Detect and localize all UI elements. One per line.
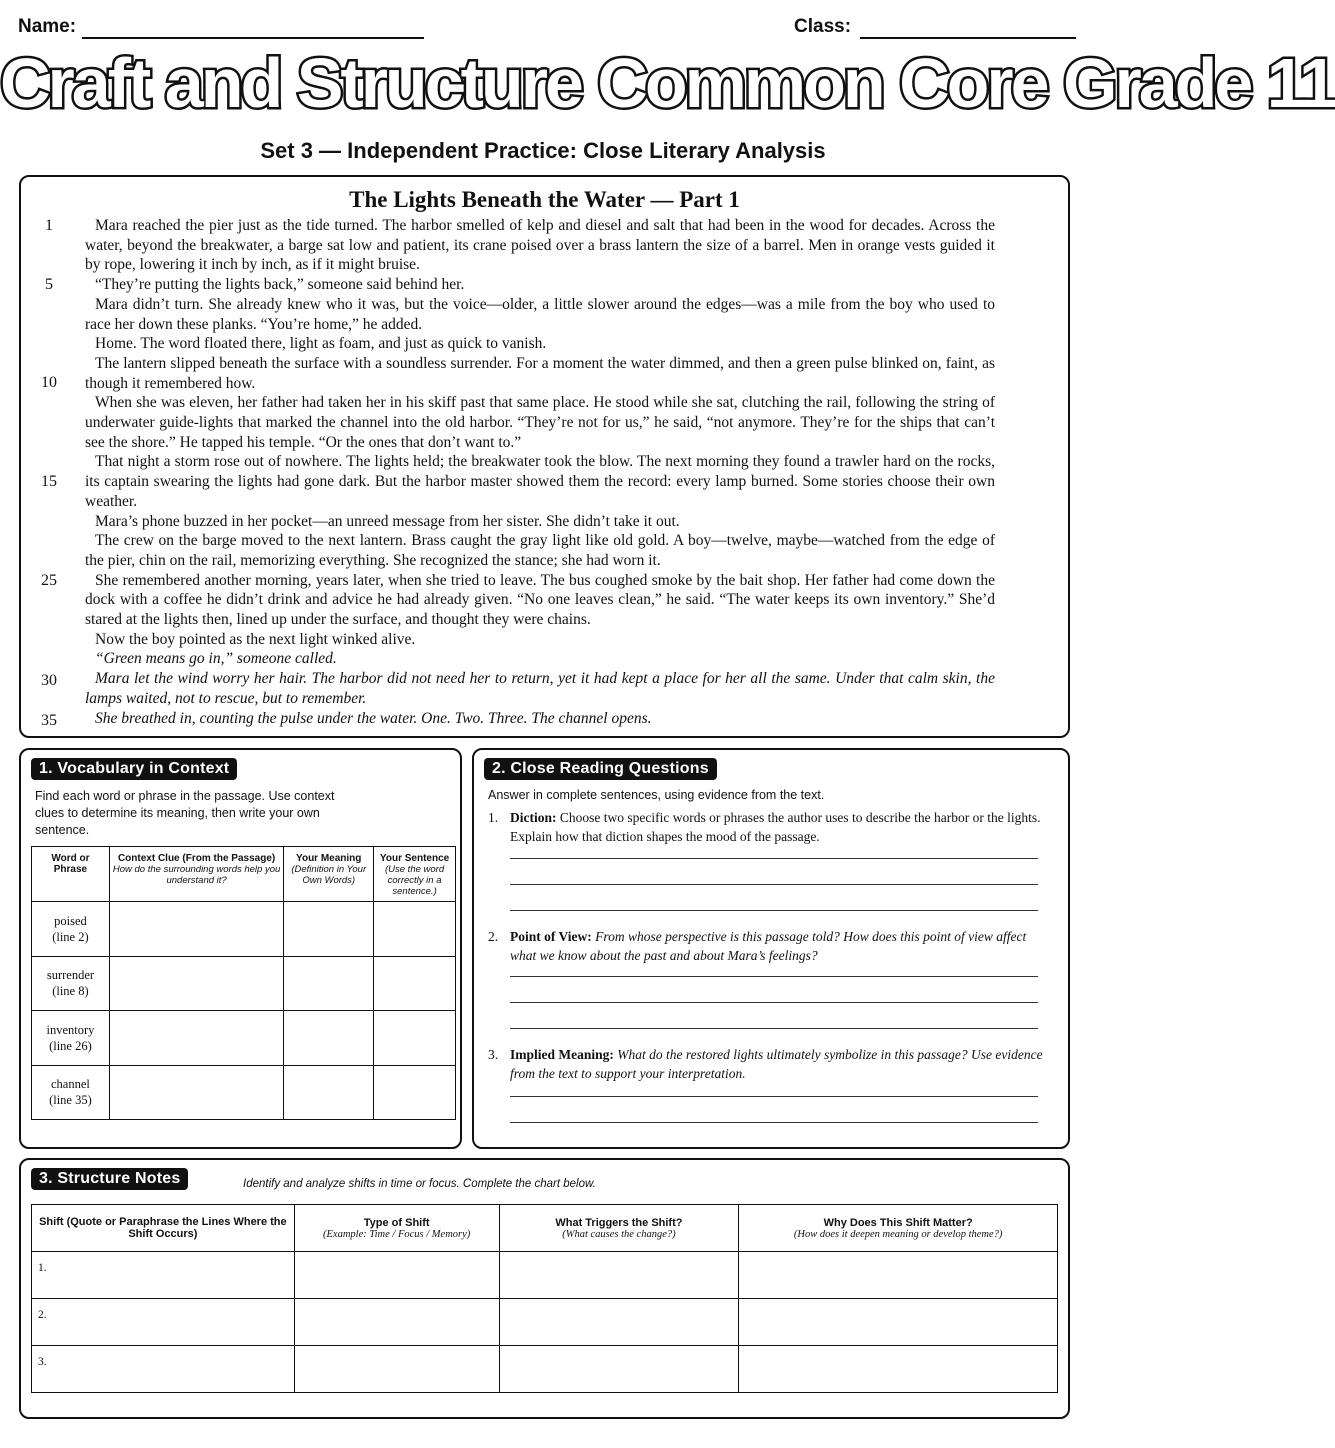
- passage-paragraph: Home. The word floated there, light as foam, and just as quick to vanish.: [95, 335, 547, 353]
- section-title: Vocabulary in Context: [57, 760, 230, 777]
- table-row: [32, 1346, 1058, 1393]
- structure-col-type: Type of Shift (Example: Time / Focus / Memory): [294, 1205, 499, 1252]
- vocab-word-cell: inventory (line 26): [32, 1011, 110, 1066]
- vocabulary-instructions: Find each word or phrase in the passage. Use context clues to determine its meaning, then write your own sentence.: [35, 789, 335, 837]
- name-label: Name:: [18, 16, 77, 37]
- name-field[interactable]: [82, 37, 424, 39]
- answer-line[interactable]: [510, 1028, 1038, 1029]
- sentence-cell[interactable]: [374, 902, 456, 957]
- why-cell[interactable]: [739, 1252, 1058, 1299]
- answer-line[interactable]: [510, 976, 1038, 977]
- why-cell[interactable]: [739, 1346, 1058, 1393]
- vocab-word-cell: poised (line 2): [32, 902, 110, 957]
- close-reading-section: [472, 748, 1070, 1149]
- type-cell[interactable]: [294, 1252, 499, 1299]
- answer-line[interactable]: [510, 910, 1038, 911]
- answer-line[interactable]: [510, 884, 1038, 885]
- passage-paragraph: She breathed in, counting the pulse under the water. One. Two. Three. The channel opens.: [95, 709, 652, 727]
- line-number: 30: [41, 672, 57, 689]
- meaning-cell[interactable]: [284, 902, 374, 957]
- close-reading-heading: [484, 758, 717, 780]
- structure-instructions: Identify and analyze shifts in time or focus. Complete the chart below.: [243, 1178, 596, 1190]
- shift-cell[interactable]: 3.: [32, 1346, 295, 1393]
- sentence-cell[interactable]: [374, 1011, 456, 1066]
- name-class-row: [18, 16, 1078, 42]
- line-number: 35: [41, 712, 57, 729]
- sentence-cell[interactable]: [374, 1065, 456, 1120]
- passage-paragraph: The lantern slipped beneath the surface with a soundless surrender. For a moment the water dimmed, and then a green pulse blinked on, faint, as though it remembered how.: [85, 354, 995, 392]
- meaning-cell[interactable]: [284, 956, 374, 1011]
- sentence-cell[interactable]: [374, 956, 456, 1011]
- question-point-of-view: 2. Point of View: From whose perspective is this passage told? How does this point of view affect what we know about the past and about Mara’s feelings?: [488, 929, 1027, 963]
- passage-paragraph: Mara’s phone buzzed in her pocket—an unreed message from her sister. She didn’t take it out.: [95, 512, 680, 530]
- section-number: 1.: [39, 760, 53, 777]
- page-subtitle: Set 3 — Independent Practice: Close Literary Analysis: [260, 138, 826, 163]
- structure-col-shift: Shift (Quote or Paraphrase the Lines Where the Shift Occurs): [32, 1205, 295, 1252]
- passage-paragraph: “They’re putting the lights back,” someone said behind her.: [95, 276, 465, 294]
- line-number: 15: [41, 473, 57, 490]
- question-diction: 1. Diction: Choose two specific words or phrases the author uses to describe the harbor or the lights. Explain how that diction shapes the mood of the passage.: [488, 810, 1041, 844]
- table-row: [32, 902, 456, 957]
- type-cell[interactable]: [294, 1299, 499, 1346]
- meaning-cell[interactable]: [284, 1011, 374, 1066]
- shift-cell[interactable]: 1.: [32, 1252, 295, 1299]
- type-cell[interactable]: [294, 1346, 499, 1393]
- passage-paragraph: That night a storm rose out of nowhere. The lights held; the breakwater took the blow. The next morning they found a trawler hard on the rocks, its captain swearing the lights had gone dark. But the harbor master showed them the record: every lamp burned. Some stories choose their own weather.: [85, 453, 995, 510]
- passage-paragraph: Mara didn’t turn. She already knew who it was, but the voice—older, a little slower around the edges—was a mile from the boy who used to race her down these planks. “You’re home,” he added.: [85, 295, 995, 333]
- section-title: Structure Notes: [57, 1170, 181, 1187]
- trigger-cell[interactable]: [499, 1346, 739, 1393]
- passage-paragraph: Mara reached the pier just as the tide turned. The harbor smelled of kelp and diesel and salt that had been in the wood for decades. Across the water, beyond the breakwater, a barge sat low and patient, its crane poised over a brass lantern the size of a barrel. Men in orange vests guided it by rope, lowering it inch by inch, as if it might bruise.: [85, 217, 995, 274]
- trigger-cell[interactable]: [499, 1299, 739, 1346]
- context-clue-cell[interactable]: [109, 956, 283, 1011]
- table-row: [32, 1299, 1058, 1346]
- shift-cell[interactable]: 2.: [32, 1299, 295, 1346]
- passage-paragraph: Mara let the wind worry her hair. The harbor did not need her to return, yet it had kept a place for her all the same. Under that calm skin, the lamps waited, not to rescue, but to remember.: [85, 670, 995, 707]
- vocab-col-context: Context Clue (From the Passage) How do the surrounding words help you understand it?: [109, 847, 283, 902]
- class-field[interactable]: [860, 37, 1076, 39]
- page-title: Craft and Structure Common Core Grade 11: [0, 44, 1335, 122]
- passage-title: The Lights Beneath the Water — Part 1: [349, 187, 740, 212]
- answer-line[interactable]: [510, 858, 1038, 859]
- answer-line[interactable]: [510, 1002, 1038, 1003]
- context-clue-cell[interactable]: [109, 1065, 283, 1120]
- trigger-cell[interactable]: [499, 1252, 739, 1299]
- passage-box: [19, 175, 1070, 738]
- answer-line[interactable]: [510, 1096, 1038, 1097]
- vocab-col-meaning: Your Meaning (Definition in Your Own Words): [284, 847, 374, 902]
- structure-col-why: Why Does This Shift Matter? (How does it deepen meaning or develop theme?): [739, 1205, 1058, 1252]
- passage-text: [85, 216, 995, 728]
- structure-col-trigger: What Triggers the Shift? (What causes the change?): [499, 1205, 739, 1252]
- vocab-col-word: Word or Phrase: [32, 847, 110, 902]
- section-number: 2.: [492, 760, 506, 777]
- passage-paragraph: “Green means go in,” someone called.: [95, 650, 337, 668]
- line-number: 10: [41, 374, 57, 391]
- vocab-word-cell: surrender (line 8): [32, 956, 110, 1011]
- question-implied-meaning: 3. Implied Meaning: What do the restored lights ultimately symbolize in this passage? Use evidence from the text to support your interpretation.: [488, 1047, 1043, 1081]
- line-number: 5: [45, 276, 53, 293]
- why-cell[interactable]: [739, 1299, 1058, 1346]
- table-row: [32, 1065, 456, 1120]
- vocab-word-cell: channel (line 35): [32, 1065, 110, 1120]
- vocabulary-heading: [31, 758, 237, 780]
- meaning-cell[interactable]: [284, 1065, 374, 1120]
- line-number: 25: [41, 572, 57, 589]
- context-clue-cell[interactable]: [109, 902, 283, 957]
- section-number: 3.: [39, 1170, 53, 1187]
- passage-paragraph: Now the boy pointed as the next light winked alive.: [95, 630, 416, 648]
- structure-notes-section: [19, 1158, 1070, 1419]
- section-title: Close Reading Questions: [510, 760, 709, 777]
- passage-paragraph: The crew on the barge moved to the next lantern. Brass caught the gray light like old gold. A boy—twelve, maybe—watched from the edge of the pier, chin on the rail, memorizing everything. She recognized the stance; she had worn it.: [85, 532, 995, 569]
- structure-notes-heading: [31, 1168, 188, 1190]
- table-row: [32, 956, 456, 1011]
- vocab-col-sentence: Your Sentence (Use the word correctly in a sentence.): [374, 847, 456, 902]
- line-number: 1: [45, 217, 53, 234]
- answer-line[interactable]: [510, 1122, 1038, 1123]
- vocabulary-section: [19, 748, 462, 1149]
- context-clue-cell[interactable]: [109, 1011, 283, 1066]
- structure-table: [31, 1204, 1058, 1393]
- passage-paragraph: When she was eleven, her father had taken her in his skiff past that same place. He stood while she sat, clutching the rail, following the string of underwater guide-lights that marked the channel into the old harbor. “They’re not for us,” he said, “not anymore. They’re for the ships that can’t see the shore.” He tapped his temple. “Or the ones that don’t want to.”: [85, 394, 995, 451]
- close-reading-instructions: Answer in complete sentences, using evidence from the text.: [488, 788, 825, 802]
- passage-paragraph: She remembered another morning, years later, when she tried to leave. The bus coughed smoke by the bait shop. Her father had come down the dock with a coffee he didn’t drink and advice he had already given. “No one leaves clean,” he said. “The water keeps its own inventory.” She’d stared at the lights then, lined up under the surface, and thought they were chains.: [85, 571, 995, 629]
- class-label: Class:: [794, 16, 852, 37]
- vocabulary-table: [31, 846, 456, 1120]
- table-row: [32, 1011, 456, 1066]
- table-row: [32, 1252, 1058, 1299]
